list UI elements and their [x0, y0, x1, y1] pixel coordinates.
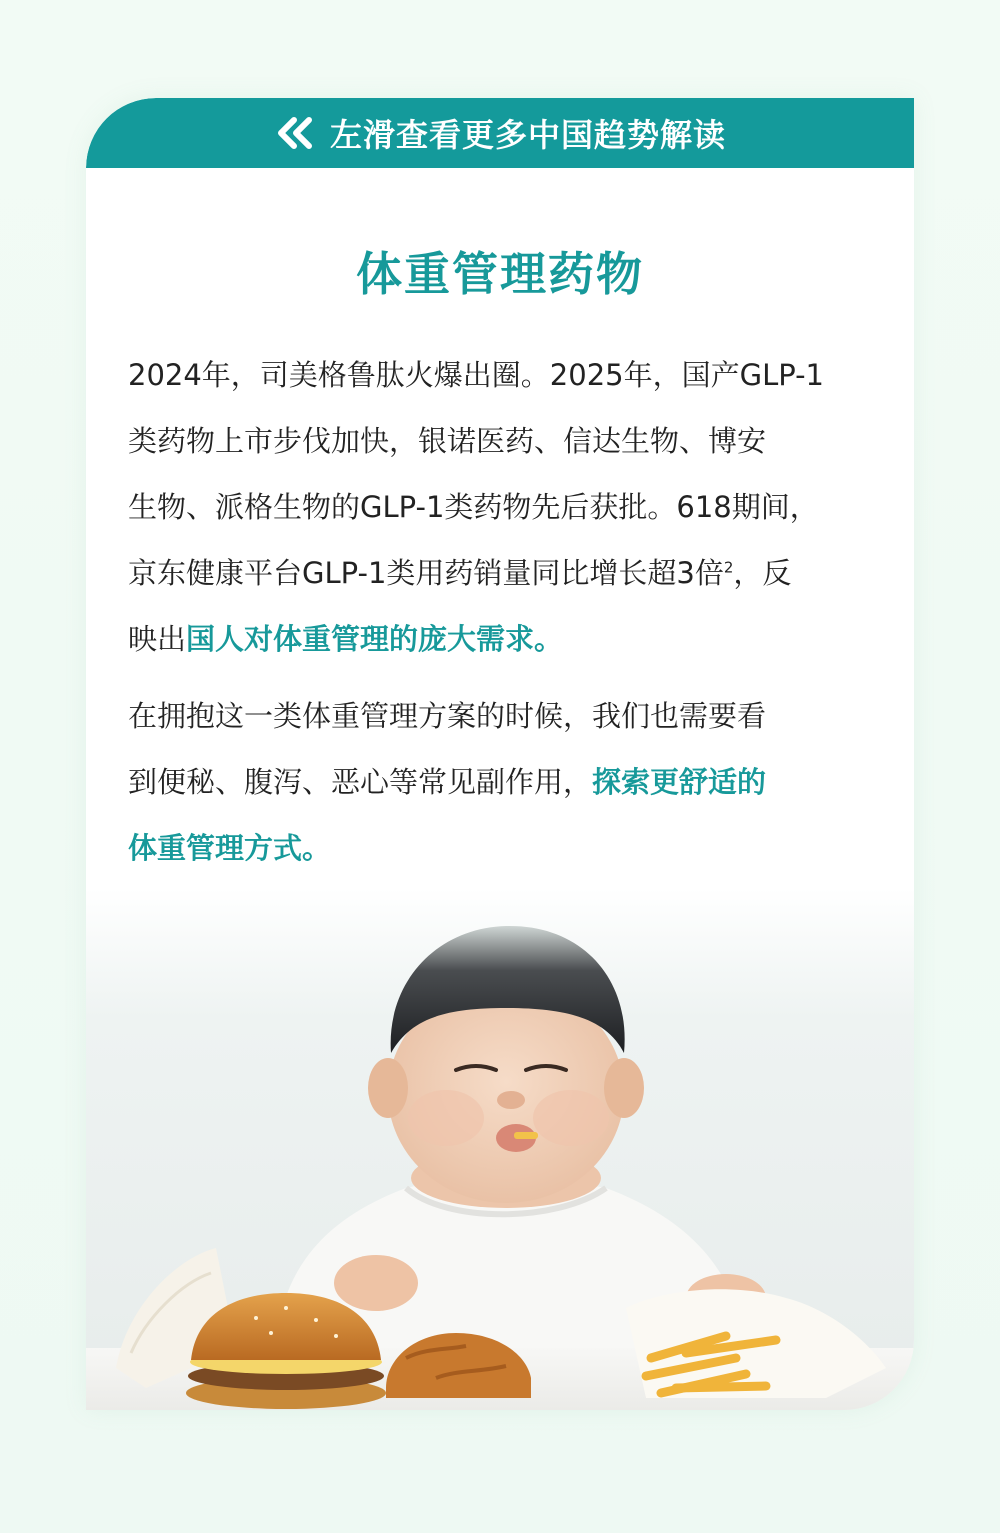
- p1-line5: 映出: [128, 622, 187, 656]
- p1-line1: 2024年，司美格鲁肽火爆出圈。2025年，国产GLP-1: [128, 358, 825, 392]
- page-title: 体重管理药物: [356, 247, 644, 301]
- highlight-explore: 探索更舒适的: [592, 765, 767, 799]
- footnote-marker: 2: [723, 558, 734, 577]
- p1-line4-end: ，反: [733, 556, 792, 590]
- swipe-banner[interactable]: [86, 98, 914, 168]
- paragraph-side-effects: [128, 683, 880, 881]
- p1-line3: 生物、派格生物的GLP-1类药物先后获批。618期间，: [128, 490, 819, 524]
- banner-text: 左滑查看更多中国趋势解读: [329, 116, 726, 154]
- highlight-demand: 国人对体重管理的庞大需求。: [186, 622, 564, 656]
- p1-line2: 类药物上市步伐加快，银诺医药、信达生物、博安: [128, 424, 767, 458]
- double-chevron-left-icon: [274, 116, 316, 150]
- content-card: [86, 98, 914, 1410]
- p2-line2: 到便秘、腹泻、恶心等常见副作用，: [128, 765, 593, 799]
- paragraph-glp1-market: [128, 342, 880, 672]
- child-eating-fast-food-photo: [86, 888, 914, 1410]
- highlight-method: 体重管理方式。: [128, 831, 332, 865]
- p1-line4: 京东健康平台GLP-1类用药销量同比增长超3倍: [128, 556, 724, 590]
- p2-line1: 在拥抱这一类体重管理方案的时候，我们也需要看: [128, 699, 767, 733]
